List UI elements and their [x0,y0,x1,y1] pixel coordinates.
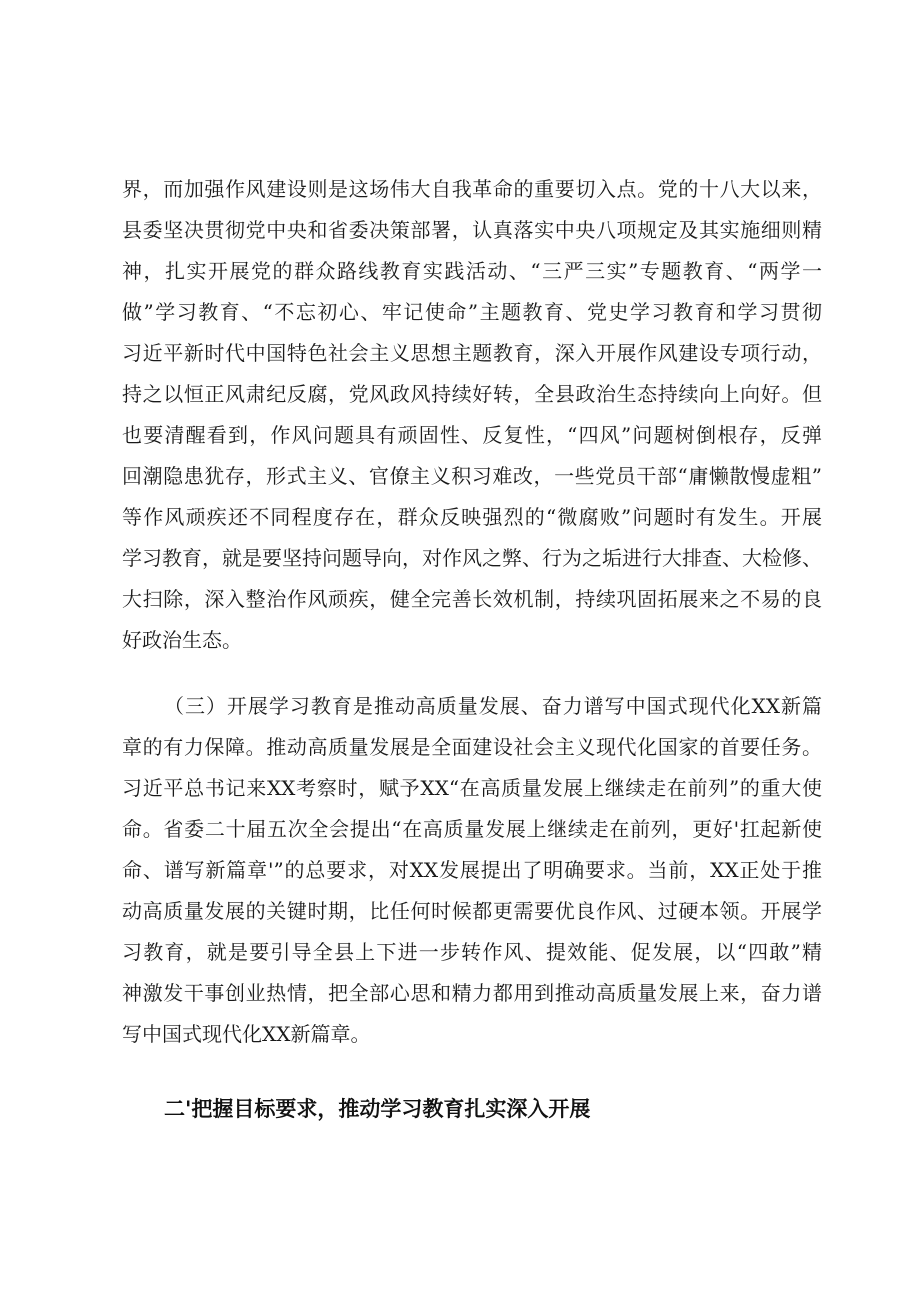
text-line: 等作风顽疾还不同程度存在，群众反映强烈的“微腐败”问题时有发生。开展 [122,505,822,529]
text-line: 大扫除，深入整治作风顽疾，健全完善长效机制，持续巩固拓展来之不易的良 [122,587,822,611]
text-line: 写中国式现代化XX新篇章。 [122,1022,371,1046]
text-line: （三）开展学习教育是推动高质量发展、奋力谱写中国式现代化XX新篇 [164,694,822,718]
text-line: 也要清醒看到，作风问题具有顽固性、反复性，“四风”问题树倒根存，反弹 [122,423,822,447]
text-line: 章的有力保障。推动高质量发展是全面建设社会主义现代化国家的首要任务。 [122,735,822,759]
text-line: 动高质量发展的关键时期，比任何时候都更需要优良作风、过硬本领。开展学 [122,899,822,923]
text-line: 命。省委二十届五次全会提出“在高质量发展上继续走在前列，更好'扛起新使 [122,817,822,841]
text-line: 神，扎实开展党的群众路线教育实践活动、“三严三实”专题教育、“两学一 [122,259,822,283]
text-line: 学习教育，就是要坚持问题导向，对作风之弊、行为之垢进行大排查、大检修、 [122,546,822,570]
text-line: 做”学习教育、“不忘初心、牢记使命”主题教育、党史学习教育和学习贯彻 [122,300,822,324]
text-line: 界，而加强作风建设则是这场伟大自我革命的重要切入点。党的十八大以来， [122,177,822,201]
text-line: 习近平新时代中国特色社会主义思想主题教育，深入开展作风建设专项行动， [122,341,822,365]
text-line: 县委坚决贯彻党中央和省委决策部署，认真落实中央八项规定及其实施细则精 [122,218,822,242]
text-line: 习教育，就是要引导全县上下进一步转作风、提效能、促发展，以“四敢”精 [122,940,822,964]
section-heading: 二'把握目标要求，推动学习教育扎实深入开展 [164,1097,591,1121]
text-line: 命、谱写新篇章'”的总要求，对XX发展提出了明确要求。当前，XX正处于推 [122,858,822,882]
text-line: 好政治生态。 [122,628,242,652]
text-line: 回潮隐患犹存，形式主义、官僚主义积习难改，一些党员干部“庸懒散慢虚粗” [122,464,822,488]
text-line: 持之以恒正风肃纪反腐，党风政风持续好转，全县政治生态持续向上向好。但 [122,382,822,406]
text-line: 神激发干事创业热情，把全部心思和精力都用到推动高质量发展上来，奋力谱 [122,981,822,1005]
text-line: 习近平总书记来XX考察时，赋予XX“在高质量发展上继续走在前列”的重大使 [122,776,822,800]
